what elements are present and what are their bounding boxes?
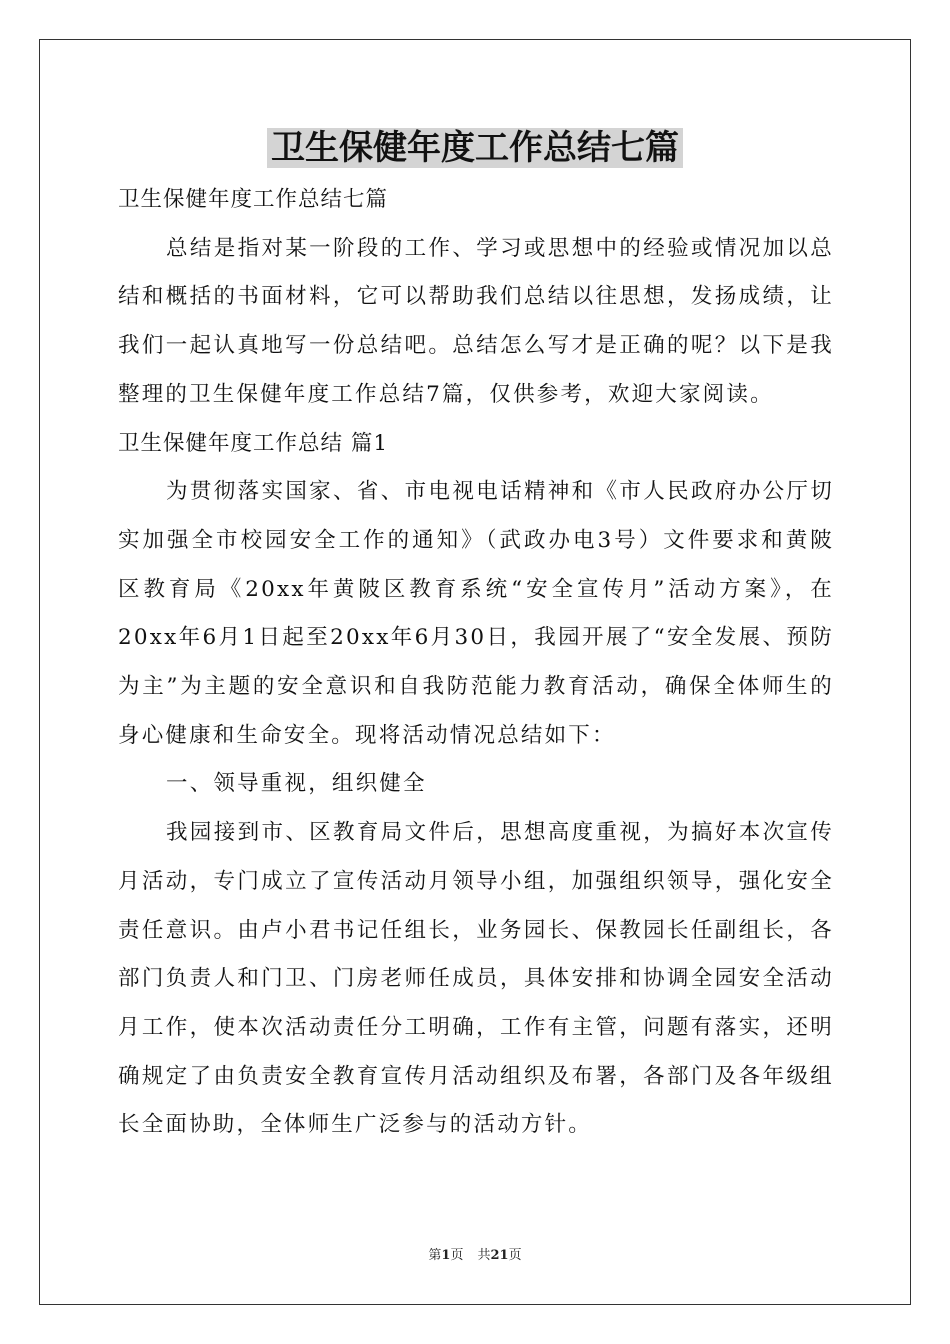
total-page-count: 21 bbox=[490, 1248, 509, 1263]
subsection-heading: 一、领导重视，组织健全 bbox=[166, 771, 427, 797]
page-prefix: 第 bbox=[428, 1248, 442, 1263]
total-suffix: 页 bbox=[508, 1248, 522, 1263]
page-suffix: 页 bbox=[450, 1248, 464, 1263]
current-page-number: 1 bbox=[441, 1248, 451, 1263]
body-paragraph: 我园接到市、区教育局文件后，思想高度重视，为搞好本次宣传月活动，专门成立了宣传活动月领导小组，加强组织领导，强化安全责任意识。由卢小君书记任组长，业务园长、保教园长任副组长，各部门负责人和门卫、门房老师任成员，具体安排和协调全园安全活动月工作，使本次活动责任分工明确，工作有主管，问题有落实，还明确规定了由负责安全教育宣传月活动组织及布署，各部门及各年级组长全面协助，全体师生广泛参与的活动方针。 bbox=[118, 820, 834, 1138]
section-heading: 卫生保健年度工作总结 篇1 bbox=[118, 430, 389, 456]
total-prefix: 共 bbox=[477, 1248, 491, 1263]
body-paragraph: 为贯彻落实国家、省、市电视电话精神和《市人民政府办公厅切实加强全市校园安全工作的通知》（武政办电3号）文件要求和黄陂区教育局《20xx年黄陂区教育系统“安全宣传月”活动方案》，在20xx年6月1日起至20xx年6月30日，我园开展了“安全发展、预防为主”为主题的安全意识和自我防范能力教育活动，确保全体师生的身心健康和生命安全。现将活动情况总结如下： bbox=[118, 479, 834, 748]
document-title bbox=[0, 124, 950, 172]
intro-paragraph: 总结是指对某一阶段的工作、学习或思想中的经验或情况加以总结和概括的书面材料，它可以帮助我们总结以往思想，发扬成绩，让我们一起认真地写一份总结吧。总结怎么写才是正确的呢？以下是我整理的卫生保健年度工作总结7篇，仅供参考，欢迎大家阅读。 bbox=[118, 235, 834, 407]
document-body bbox=[118, 176, 834, 1150]
subtitle-paragraph: 卫生保健年度工作总结七篇 bbox=[118, 187, 389, 212]
document-title-text: 卫生保健年度工作总结七篇 bbox=[267, 128, 683, 168]
page-footer bbox=[0, 1246, 950, 1266]
